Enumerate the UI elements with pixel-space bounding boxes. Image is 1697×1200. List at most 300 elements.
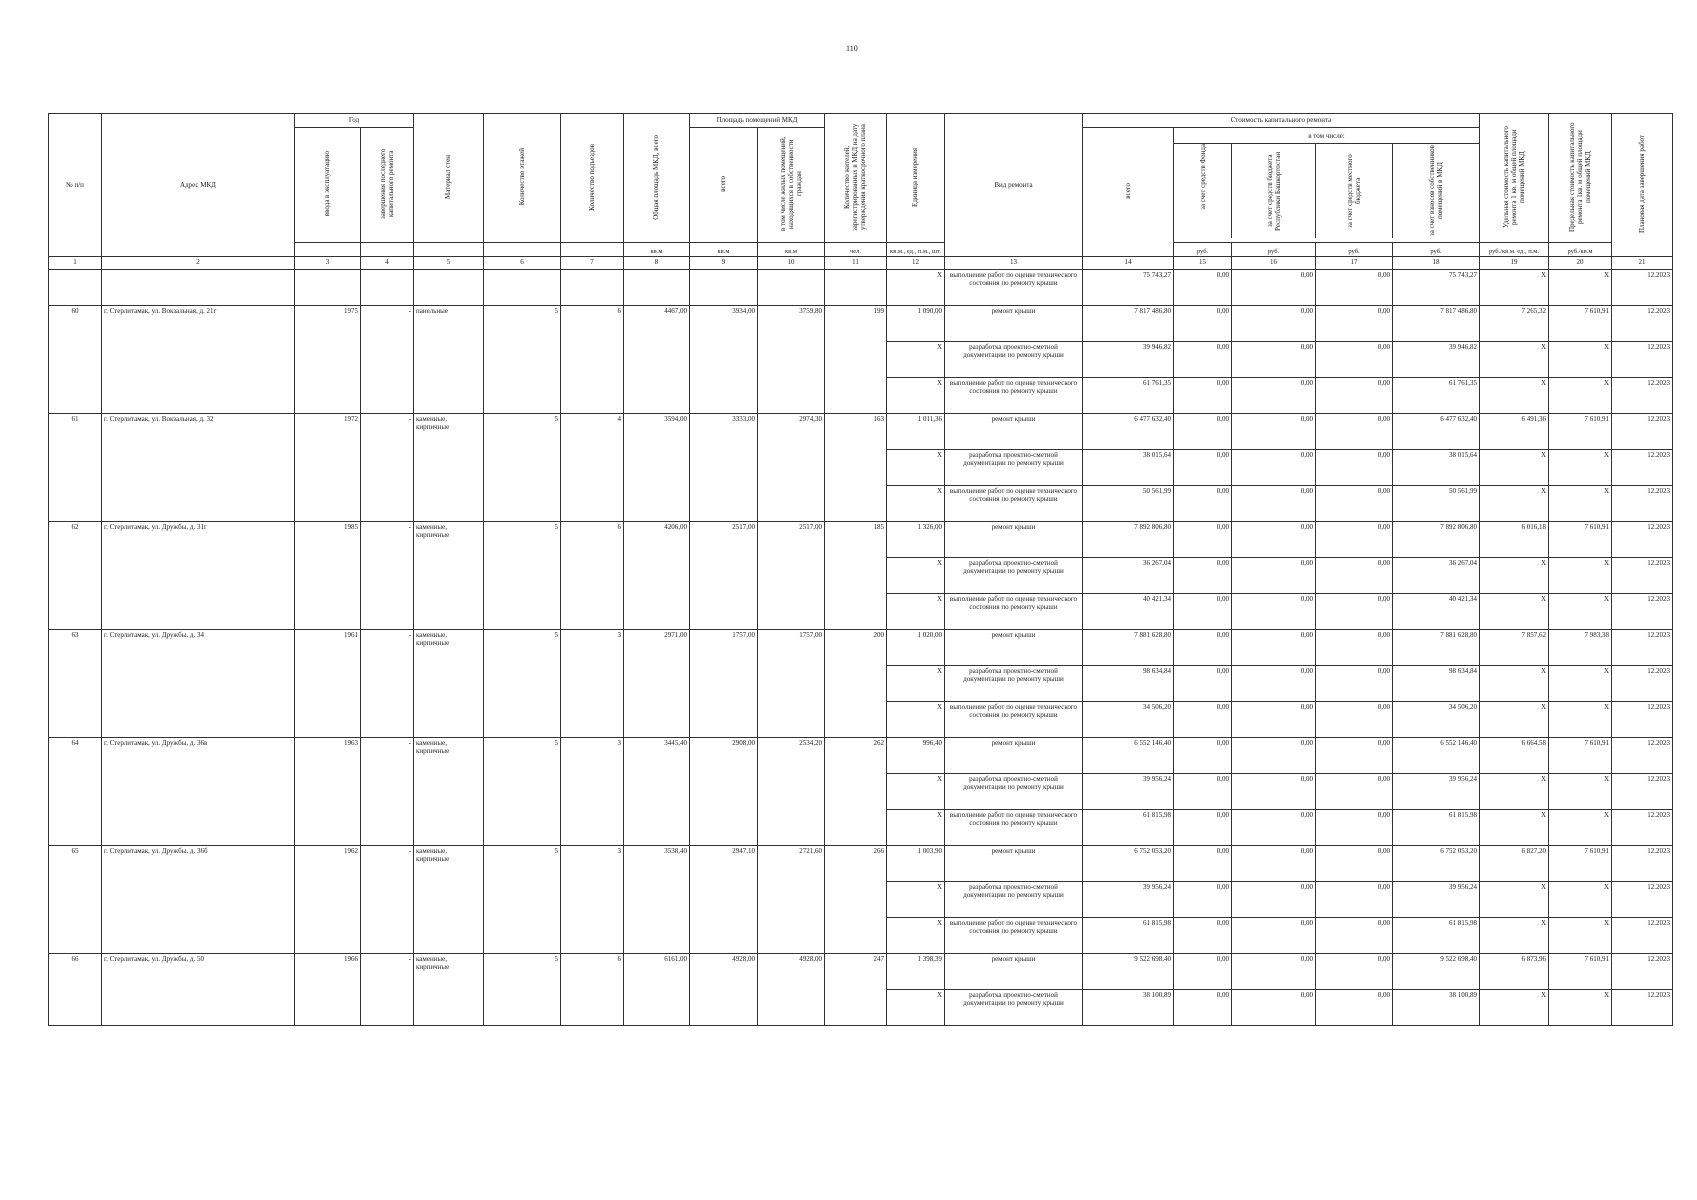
unit-value: X xyxy=(887,810,945,846)
unit-cost: X xyxy=(1480,450,1549,486)
residents-count: 247 xyxy=(825,954,887,1026)
header-total-area: Общая площадь МКД, всего xyxy=(652,134,661,220)
unit-people: чел. xyxy=(825,243,887,257)
column-number: 17 xyxy=(1316,257,1393,270)
cost-fund: 0,00 xyxy=(1174,306,1232,342)
cost-rep-budget: 0,00 xyxy=(1232,594,1316,630)
plan-date: 12.2023 xyxy=(1612,378,1673,414)
cost-owners: 61 815,98 xyxy=(1393,918,1480,954)
cost-rep-budget: 0,00 xyxy=(1232,666,1316,702)
empty-cell xyxy=(624,270,690,306)
cost-fund: 0,00 xyxy=(1174,270,1232,306)
cost-local-budget: 0,00 xyxy=(1316,630,1393,666)
header-owners: за счет взносов собственников помещений в МКД xyxy=(1428,145,1445,237)
plan-date: 12.2023 xyxy=(1612,522,1673,558)
cost-rep-budget: 0,00 xyxy=(1232,486,1316,522)
unit-cost: X xyxy=(1480,918,1549,954)
address: г. Стерлитамак, ул. Вокзальная, д. 21г xyxy=(102,306,295,414)
cost-fund: 0,00 xyxy=(1174,342,1232,378)
unit-cost: 6 664,58 xyxy=(1480,738,1549,774)
header-local-budget: за счет средств местного бюджета xyxy=(1346,154,1363,228)
unit-value: 1 003,90 xyxy=(887,846,945,882)
plan-date: 12.2023 xyxy=(1612,414,1673,450)
premises-total: 3333,00 xyxy=(690,414,758,522)
cost-local-budget: 0,00 xyxy=(1316,954,1393,990)
cost-rep-budget: 0,00 xyxy=(1232,342,1316,378)
unit-value: X xyxy=(887,270,945,306)
cost-total: 7 881 628,80 xyxy=(1083,630,1174,666)
unit-cost: 7 857,62 xyxy=(1480,630,1549,666)
plan-date: 12.2023 xyxy=(1612,306,1673,342)
unit-value: X xyxy=(887,774,945,810)
floors: 5 xyxy=(484,306,561,414)
cost-owners: 6 552 146,40 xyxy=(1393,738,1480,774)
header-year-commission: ввода в эксплуатацию xyxy=(323,151,332,217)
unit-value: X xyxy=(887,558,945,594)
column-number: 11 xyxy=(825,257,887,270)
empty-cell xyxy=(561,270,624,306)
header-n: № п/п xyxy=(49,114,102,257)
capital-repair-plan-table xyxy=(48,113,1673,1026)
column-number: 8 xyxy=(624,257,690,270)
cost-local-budget: 0,00 xyxy=(1316,990,1393,1026)
unit-value: X xyxy=(887,702,945,738)
unit-work: кв.м., ед., п.м., шт. xyxy=(887,243,945,257)
unit-cost: X xyxy=(1480,378,1549,414)
header-plan-date: Плановая дата завершения работ xyxy=(1637,134,1646,234)
work-type: ремонт крыши xyxy=(945,846,1083,882)
plan-date: 12.2023 xyxy=(1612,594,1673,630)
max-cost: X xyxy=(1549,918,1612,954)
plan-date: 12.2023 xyxy=(1612,558,1673,594)
cost-local-budget: 0,00 xyxy=(1316,558,1393,594)
unit-cost: X xyxy=(1480,990,1549,1026)
unit-value: X xyxy=(887,486,945,522)
column-number: 6 xyxy=(484,257,561,270)
unit-rub: руб. xyxy=(1174,243,1232,257)
work-type: разработка проектно-сметной документации по ремонту крыши xyxy=(945,882,1083,918)
plan-date: 12.2023 xyxy=(1612,342,1673,378)
column-number: 20 xyxy=(1549,257,1612,270)
floors: 5 xyxy=(484,954,561,1026)
header-premises-total: всего xyxy=(719,176,728,192)
header-floors: Количество этажей xyxy=(517,148,526,206)
year-commission: 1972 xyxy=(295,414,361,522)
cost-total: 61 761,35 xyxy=(1083,378,1174,414)
header-cost-total: всего xyxy=(1123,183,1132,199)
cost-rep-budget: 0,00 xyxy=(1232,378,1316,414)
cost-owners: 38 015,64 xyxy=(1393,450,1480,486)
cost-owners: 34 506,20 xyxy=(1393,702,1480,738)
cost-owners: 98 634,84 xyxy=(1393,666,1480,702)
unit-value: 1 011,36 xyxy=(887,414,945,450)
year-commission: 1985 xyxy=(295,522,361,630)
header-incl: в том числе: xyxy=(1174,132,1479,144)
header-address: Адрес МКД xyxy=(102,114,295,257)
plan-date: 12.2023 xyxy=(1612,630,1673,666)
header-premises-area: Площадь помещений МКД xyxy=(690,114,825,128)
premises-residents: 2517,00 xyxy=(758,522,825,630)
unit-rub: руб. xyxy=(1316,243,1393,257)
unit-value: 1 090,00 xyxy=(887,306,945,342)
table-row xyxy=(49,414,1673,450)
plan-date: 12.2023 xyxy=(1612,270,1673,306)
work-type: разработка проектно-сметной документации по ремонту крыши xyxy=(945,450,1083,486)
cost-rep-budget: 0,00 xyxy=(1232,810,1316,846)
cost-rep-budget: 0,00 xyxy=(1232,954,1316,990)
column-number: 16 xyxy=(1232,257,1316,270)
cost-rep-budget: 0,00 xyxy=(1232,306,1316,342)
cost-rep-budget: 0,00 xyxy=(1232,414,1316,450)
cost-rep-budget: 0,00 xyxy=(1232,630,1316,666)
floors: 5 xyxy=(484,738,561,846)
max-cost: X xyxy=(1549,378,1612,414)
work-type: выполнение работ по оценке технического состояния по ремонту крыши xyxy=(945,486,1083,522)
entrances: 3 xyxy=(561,846,624,954)
table-row xyxy=(49,522,1673,558)
table-row xyxy=(49,270,1673,306)
cost-total: 75 743,27 xyxy=(1083,270,1174,306)
max-cost: X xyxy=(1549,702,1612,738)
work-type: разработка проектно-сметной документации по ремонту крыши xyxy=(945,342,1083,378)
cost-total: 6 552 146,40 xyxy=(1083,738,1174,774)
column-number: 21 xyxy=(1612,257,1673,270)
empty-cell xyxy=(102,270,295,306)
cost-total: 61 815,98 xyxy=(1083,918,1174,954)
cost-total: 6 477 632,40 xyxy=(1083,414,1174,450)
cost-owners: 7 881 628,80 xyxy=(1393,630,1480,666)
cost-fund: 0,00 xyxy=(1174,954,1232,990)
work-type: ремонт крыши xyxy=(945,954,1083,990)
cost-local-budget: 0,00 xyxy=(1316,378,1393,414)
entrances: 6 xyxy=(561,522,624,630)
cost-total: 36 267,04 xyxy=(1083,558,1174,594)
plan-date: 12.2023 xyxy=(1612,774,1673,810)
max-cost: X xyxy=(1549,450,1612,486)
work-type: ремонт крыши xyxy=(945,738,1083,774)
empty-cell xyxy=(295,270,361,306)
cost-owners: 39 946,82 xyxy=(1393,342,1480,378)
max-cost: X xyxy=(1549,342,1612,378)
cost-total: 9 522 698,40 xyxy=(1083,954,1174,990)
max-cost: X xyxy=(1549,594,1612,630)
total-area: 3594,00 xyxy=(624,414,690,522)
table-row xyxy=(49,954,1673,990)
plan-date: 12.2023 xyxy=(1612,450,1673,486)
cost-fund: 0,00 xyxy=(1174,882,1232,918)
cost-owners: 50 561,99 xyxy=(1393,486,1480,522)
header-entrances: Количество подъездов xyxy=(587,143,596,211)
unit-cost: X xyxy=(1480,810,1549,846)
header-premises-residents: в том числе жилых помещений, находящихся в собственности граждан xyxy=(778,136,804,232)
work-type: выполнение работ по оценке технического состояния по ремонту крыши xyxy=(945,918,1083,954)
unit-cost: X xyxy=(1480,882,1549,918)
cost-fund: 0,00 xyxy=(1174,810,1232,846)
premises-residents: 1757,00 xyxy=(758,630,825,738)
total-area: 4467,00 xyxy=(624,306,690,414)
cost-local-budget: 0,00 xyxy=(1316,738,1393,774)
work-type: выполнение работ по оценке технического состояния по ремонту крыши xyxy=(945,594,1083,630)
plan-date: 12.2023 xyxy=(1612,846,1673,882)
cost-owners: 39 956,24 xyxy=(1393,882,1480,918)
cost-owners: 7 892 806,80 xyxy=(1393,522,1480,558)
cost-fund: 0,00 xyxy=(1174,990,1232,1026)
plan-date: 12.2023 xyxy=(1612,990,1673,1026)
cost-local-budget: 0,00 xyxy=(1316,342,1393,378)
cost-fund: 0,00 xyxy=(1174,486,1232,522)
max-cost: X xyxy=(1549,666,1612,702)
cost-fund: 0,00 xyxy=(1174,666,1232,702)
cost-total: 39 956,24 xyxy=(1083,882,1174,918)
cost-owners: 39 956,24 xyxy=(1393,774,1480,810)
column-number: 19 xyxy=(1480,257,1549,270)
plan-date: 12.2023 xyxy=(1612,702,1673,738)
work-type: разработка проектно-сметной документации по ремонту крыши xyxy=(945,666,1083,702)
max-cost: X xyxy=(1549,558,1612,594)
header-year: Год xyxy=(295,114,414,128)
max-cost: 7 610,91 xyxy=(1549,306,1612,342)
address: г. Стерлитамак, ул. Дружбы, д. 36в xyxy=(102,738,295,846)
cost-total: 7 892 806,80 xyxy=(1083,522,1174,558)
unit-rub-sqm2: руб./кв.м xyxy=(1549,243,1612,257)
column-number: 10 xyxy=(758,257,825,270)
unit-rub-sqm: руб./кв.м. ед., п.м. xyxy=(1480,243,1549,257)
unit-cost: 6 873,96 xyxy=(1480,954,1549,990)
page-number: 110 xyxy=(846,44,858,53)
premises-total: 2908,00 xyxy=(690,738,758,846)
cost-fund: 0,00 xyxy=(1174,738,1232,774)
plan-date: 12.2023 xyxy=(1612,738,1673,774)
address: г. Стерлитамак, ул. Дружбы, д. 36б xyxy=(102,846,295,954)
cost-rep-budget: 0,00 xyxy=(1232,774,1316,810)
cost-fund: 0,00 xyxy=(1174,774,1232,810)
entrances: 4 xyxy=(561,414,624,522)
empty-cell xyxy=(49,270,102,306)
floors: 5 xyxy=(484,522,561,630)
column-number: 18 xyxy=(1393,257,1480,270)
year-last-repair: - xyxy=(361,414,414,522)
empty-cell xyxy=(758,270,825,306)
cost-rep-budget: 0,00 xyxy=(1232,450,1316,486)
max-cost: X xyxy=(1549,990,1612,1026)
column-number: 13 xyxy=(945,257,1083,270)
unit-cost: 6 827,20 xyxy=(1480,846,1549,882)
cost-fund: 0,00 xyxy=(1174,450,1232,486)
max-cost: 7 610,91 xyxy=(1549,414,1612,450)
total-area: 3538,40 xyxy=(624,846,690,954)
unit-sqm: кв.м xyxy=(690,243,758,257)
row-number: 66 xyxy=(49,954,102,1026)
unit-value: X xyxy=(887,594,945,630)
unit-value: X xyxy=(887,450,945,486)
unit-value: X xyxy=(887,342,945,378)
column-number: 2 xyxy=(102,257,295,270)
work-type: разработка проектно-сметной документации по ремонту крыши xyxy=(945,558,1083,594)
unit-value: X xyxy=(887,990,945,1026)
max-cost: X xyxy=(1549,270,1612,306)
year-last-repair: - xyxy=(361,522,414,630)
unit-cost: 7 265,32 xyxy=(1480,306,1549,342)
wall-material: каменные, кирпичные xyxy=(414,846,484,954)
column-number: 15 xyxy=(1174,257,1232,270)
cost-owners: 36 267,04 xyxy=(1393,558,1480,594)
wall-material: каменные, кирпичные xyxy=(414,954,484,1026)
max-cost: 7 983,38 xyxy=(1549,630,1612,666)
cost-total: 6 752 053,20 xyxy=(1083,846,1174,882)
max-cost: 7 610,91 xyxy=(1549,522,1612,558)
cost-local-budget: 0,00 xyxy=(1316,666,1393,702)
residents-count: 266 xyxy=(825,846,887,954)
unit-rub: руб. xyxy=(1232,243,1316,257)
unit-value: 1 326,00 xyxy=(887,522,945,558)
year-commission: 1975 xyxy=(295,306,361,414)
header-unit-cost: Удельная стоимость капитального ремонта 1 кв. м общей площади помещений МКД xyxy=(1501,126,1527,228)
unit-cost: X xyxy=(1480,774,1549,810)
premises-residents: 4928,00 xyxy=(758,954,825,1026)
unit-value: X xyxy=(887,918,945,954)
cost-total: 38 100,89 xyxy=(1083,990,1174,1026)
column-number: 4 xyxy=(361,257,414,270)
cost-rep-budget: 0,00 xyxy=(1232,738,1316,774)
cost-local-budget: 0,00 xyxy=(1316,882,1393,918)
total-area: 3445,40 xyxy=(624,738,690,846)
unit-cost: X xyxy=(1480,486,1549,522)
cost-total: 98 634,84 xyxy=(1083,666,1174,702)
total-area: 2971,00 xyxy=(624,630,690,738)
header-rep-budget: за счет средств бюджета Республики Башкортостан xyxy=(1265,151,1282,231)
cost-rep-budget: 0,00 xyxy=(1232,882,1316,918)
cost-local-budget: 0,00 xyxy=(1316,594,1393,630)
max-cost: 7 610,91 xyxy=(1549,846,1612,882)
unit-cost: X xyxy=(1480,558,1549,594)
residents-count: 262 xyxy=(825,738,887,846)
unit-value: 996,40 xyxy=(887,738,945,774)
cost-total: 39 946,82 xyxy=(1083,342,1174,378)
column-number: 1 xyxy=(49,257,102,270)
header-cost: Стоимость капитального ремонта xyxy=(1083,114,1480,128)
empty-cell xyxy=(825,270,887,306)
header-work-type: Вид ремонта xyxy=(945,114,1083,257)
unit-sqm: кв.м xyxy=(758,243,825,257)
row-number: 61 xyxy=(49,414,102,522)
row-number: 62 xyxy=(49,522,102,630)
premises-total: 2947,10 xyxy=(690,846,758,954)
entrances: 6 xyxy=(561,306,624,414)
plan-date: 12.2023 xyxy=(1612,666,1673,702)
unit-value: X xyxy=(887,882,945,918)
entrances: 3 xyxy=(561,738,624,846)
total-area: 6161,00 xyxy=(624,954,690,1026)
premises-total: 1757,00 xyxy=(690,630,758,738)
empty-cell xyxy=(690,270,758,306)
premises-residents: 3759,80 xyxy=(758,306,825,414)
plan-date: 12.2023 xyxy=(1612,954,1673,990)
year-last-repair: - xyxy=(361,846,414,954)
work-type: выполнение работ по оценке технического состояния по ремонту крыши xyxy=(945,810,1083,846)
cost-local-budget: 0,00 xyxy=(1316,450,1393,486)
premises-residents: 2721,60 xyxy=(758,846,825,954)
unit-cost: 6 491,36 xyxy=(1480,414,1549,450)
cost-local-budget: 0,00 xyxy=(1316,846,1393,882)
residents-count: 185 xyxy=(825,522,887,630)
unit-value: X xyxy=(887,378,945,414)
floors: 5 xyxy=(484,414,561,522)
unit-cost: X xyxy=(1480,666,1549,702)
header-year-last-repair: завершения последнего капитального ремонта xyxy=(378,148,395,220)
plan-date: 12.2023 xyxy=(1612,918,1673,954)
cost-total: 61 815,98 xyxy=(1083,810,1174,846)
work-type: разработка проектно-сметной документации по ремонту крыши xyxy=(945,774,1083,810)
column-number: 3 xyxy=(295,257,361,270)
row-number: 64 xyxy=(49,738,102,846)
residents-count: 163 xyxy=(825,414,887,522)
cost-fund: 0,00 xyxy=(1174,522,1232,558)
year-last-repair: - xyxy=(361,630,414,738)
work-type: выполнение работ по оценке технического состояния по ремонту крыши xyxy=(945,270,1083,306)
header-max-cost: Предельная стоимость капитального ремонта 1кв. м общей площади помещений МКД xyxy=(1567,122,1593,232)
unit-cost: X xyxy=(1480,594,1549,630)
cost-local-budget: 0,00 xyxy=(1316,522,1393,558)
total-area: 4206,00 xyxy=(624,522,690,630)
cost-total: 34 506,20 xyxy=(1083,702,1174,738)
year-commission: 1963 xyxy=(295,738,361,846)
column-number: 12 xyxy=(887,257,945,270)
cost-rep-budget: 0,00 xyxy=(1232,702,1316,738)
cost-local-budget: 0,00 xyxy=(1316,486,1393,522)
premises-total: 2517,00 xyxy=(690,522,758,630)
cost-total: 50 561,99 xyxy=(1083,486,1174,522)
cost-owners: 7 817 486,80 xyxy=(1393,306,1480,342)
unit-value: 1 398,39 xyxy=(887,954,945,990)
residents-count: 200 xyxy=(825,630,887,738)
max-cost: X xyxy=(1549,882,1612,918)
unit-sqm: кв.м xyxy=(624,243,690,257)
wall-material: каменные, кирпичные xyxy=(414,738,484,846)
table-row xyxy=(49,306,1673,342)
cost-total: 39 956,24 xyxy=(1083,774,1174,810)
table-row xyxy=(49,738,1673,774)
wall-material: панельные xyxy=(414,306,484,414)
work-type: разработка проектно-сметной документации по ремонту крыши xyxy=(945,990,1083,1026)
row-number: 63 xyxy=(49,630,102,738)
wall-material: каменные, кирпичные xyxy=(414,414,484,522)
year-commission: 1966 xyxy=(295,954,361,1026)
cost-rep-budget: 0,00 xyxy=(1232,918,1316,954)
plan-date: 12.2023 xyxy=(1612,882,1673,918)
cost-owners: 6 477 632,40 xyxy=(1393,414,1480,450)
address: г. Стерлитамак, ул. Дружбы, д. 31г xyxy=(102,522,295,630)
cost-owners: 40 421,34 xyxy=(1393,594,1480,630)
cost-owners: 6 752 053,20 xyxy=(1393,846,1480,882)
table-row xyxy=(49,630,1673,666)
cost-fund: 0,00 xyxy=(1174,846,1232,882)
empty-cell xyxy=(361,270,414,306)
residents-count: 199 xyxy=(825,306,887,414)
unit-cost: X xyxy=(1480,270,1549,306)
table-row xyxy=(49,846,1673,882)
address: г. Стерлитамак, ул. Вокзальная, д. 32 xyxy=(102,414,295,522)
wall-material: каменные, кирпичные xyxy=(414,522,484,630)
max-cost: 7 610,91 xyxy=(1549,954,1612,990)
work-type: ремонт крыши xyxy=(945,630,1083,666)
column-number: 7 xyxy=(561,257,624,270)
empty-cell xyxy=(484,270,561,306)
address: г. Стерлитамак, ул. Дружбы, д. 34 xyxy=(102,630,295,738)
year-last-repair: - xyxy=(361,954,414,1026)
max-cost: 7 610,91 xyxy=(1549,738,1612,774)
cost-total: 38 015,64 xyxy=(1083,450,1174,486)
cost-rep-budget: 0,00 xyxy=(1232,846,1316,882)
